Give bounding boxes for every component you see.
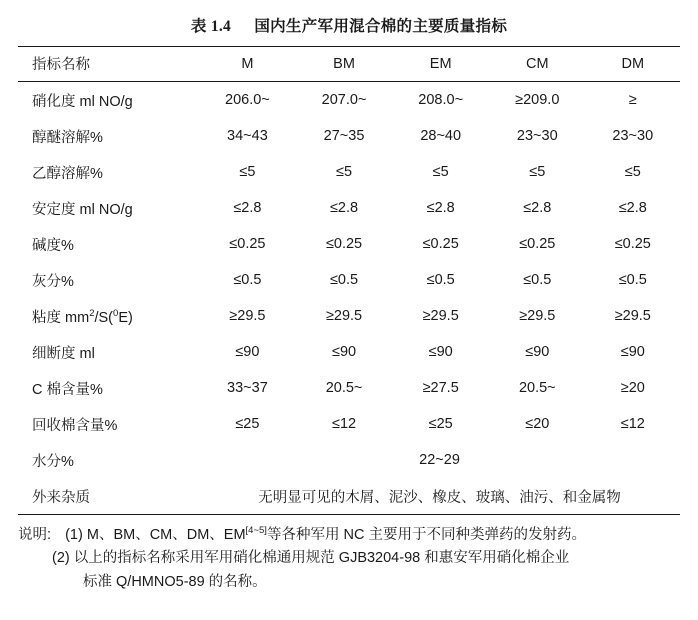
cell-value: ≥29.5	[519, 308, 556, 324]
cell-value-spanned: 无明显可见的木屑、泥沙、橡皮、玻璃、油污、和金属物	[199, 478, 680, 515]
table-caption	[18, 14, 680, 36]
column-header-bm: BM	[296, 47, 393, 82]
cell-value: ≤5	[239, 164, 256, 180]
cell-value: ≤5	[432, 164, 449, 180]
cell-value: ≤90	[235, 344, 260, 360]
table-row	[18, 406, 680, 442]
table-row	[18, 334, 680, 370]
cell-value: ≥29.5	[325, 308, 363, 324]
cell-value: ≤2.8	[426, 200, 455, 216]
table-row	[18, 298, 680, 334]
table-row	[18, 190, 680, 226]
cell-value: ≥29.5	[422, 308, 459, 324]
cell-value-spanned: 22~29	[419, 452, 460, 468]
cell-value: 206.0~	[225, 92, 270, 108]
cell-value: ≤20	[525, 416, 550, 432]
viscosity-mid: /S(	[94, 309, 114, 326]
cell-value: ≤2.8	[618, 200, 647, 216]
viscosity-suffix: E)	[118, 309, 133, 326]
viscosity-degree: 0	[113, 307, 119, 319]
table-row	[18, 118, 680, 154]
note-2-number: (2)	[52, 550, 70, 567]
cell-value: ≤2.8	[329, 200, 359, 216]
quality-indicator-table	[18, 46, 680, 515]
cell-value: ≤0.5	[233, 272, 262, 288]
note-2-text-continued: 标准 Q/HMNO5-89 的名称。	[83, 573, 267, 590]
cell-value: ≤2.8	[523, 200, 552, 216]
row-label: 水分%	[32, 453, 74, 470]
cell-value: 34~43	[227, 128, 268, 144]
row-label: 回收棉含量%	[32, 417, 118, 434]
column-header-em: EM	[392, 47, 489, 82]
cell-value: ≤12	[331, 416, 357, 432]
row-label: 灰分%	[32, 273, 74, 290]
row-label: 醇醚溶解%	[32, 129, 103, 146]
table-notes	[18, 524, 680, 594]
table-row	[18, 442, 680, 478]
cell-value: ≤5	[336, 164, 353, 180]
cell-value: 208.0~	[418, 92, 464, 108]
cell-value: ≥209.0	[515, 92, 560, 108]
table-header	[18, 47, 680, 82]
row-label: 乙醇溶解%	[32, 165, 103, 182]
table-row	[18, 478, 680, 515]
row-label: 安定度 ml NO/g	[32, 201, 133, 218]
cell-value: ≤90	[428, 344, 453, 360]
cell-value: ≤12	[620, 416, 645, 432]
note-2-text: 以上的指标名称采用军用硝化棉通用规范 GJB3204-98 和惠安军用硝化棉企业	[73, 550, 570, 567]
cell-value: ≤90	[620, 344, 645, 360]
row-label: 硝化度 ml NO/g	[32, 93, 133, 110]
cell-value: ≥	[628, 92, 637, 108]
cell-value: ≤0.25	[422, 236, 459, 252]
cell-value: ≤90	[331, 344, 357, 360]
cell-value: 23~30	[516, 128, 558, 144]
cell-value: ≤90	[525, 344, 550, 360]
cell-value: ≥20	[620, 380, 645, 396]
table-row	[18, 262, 680, 298]
note-1-number: (1)	[65, 527, 83, 543]
cell-value: ≤0.5	[523, 272, 552, 288]
cell-value: ≤5	[529, 164, 546, 180]
note-item-1	[18, 524, 680, 547]
cell-value: ≤0.5	[426, 272, 455, 288]
column-header-cm: CM	[489, 47, 586, 82]
cell-value: ≤2.8	[233, 200, 262, 216]
row-label: 外来杂质	[18, 478, 199, 515]
cell-value: ≥29.5	[229, 308, 266, 324]
note-1-text-b: 等各种军用 NC 主要用于不同种类弹药的发射药。	[266, 527, 586, 543]
note-1-text-a: M、BM、CM、DM、EM	[86, 527, 246, 543]
cell-value: ≤0.5	[618, 272, 647, 288]
table-row	[18, 82, 680, 119]
table-title-text: 国内生产军用混合棉的主要质量指标	[254, 18, 508, 35]
cell-value: ≤25	[428, 416, 453, 432]
cell-value: ≥29.5	[614, 308, 651, 324]
column-header-m: M	[199, 47, 296, 82]
table-body	[18, 82, 680, 515]
cell-value: 27~35	[323, 128, 365, 144]
row-label-viscosity	[18, 298, 199, 334]
cell-value: ≤25	[235, 416, 260, 432]
column-header-indicator: 指标名称	[18, 47, 199, 82]
cell-value: ≤0.25	[614, 236, 651, 252]
cell-value: ≤0.25	[325, 236, 363, 252]
row-label: 碱度%	[32, 237, 74, 254]
viscosity-exponent: 2	[89, 307, 95, 319]
table-row	[18, 370, 680, 406]
note-item-2-continued	[18, 571, 680, 594]
note-1-superscript: [4~5]	[245, 525, 267, 537]
table-header-row	[18, 47, 680, 82]
table-row	[18, 154, 680, 190]
cell-value: 33~37	[227, 380, 268, 396]
viscosity-prefix: 粘度 mm	[32, 309, 90, 326]
cell-value: ≤0.5	[329, 272, 359, 288]
row-label: C 棉含量%	[32, 381, 103, 398]
cell-value: ≤0.25	[229, 236, 266, 252]
cell-value: 20.5~	[325, 380, 363, 396]
note-item-2	[18, 547, 680, 570]
column-header-dm: DM	[586, 47, 680, 82]
table-row	[18, 226, 680, 262]
row-label: 细断度 ml	[32, 345, 95, 362]
cell-value: ≥27.5	[422, 380, 459, 396]
cell-value: 23~30	[612, 128, 654, 144]
notes-lead-label: 说明:	[18, 527, 52, 543]
cell-value: 207.0~	[321, 92, 367, 108]
cell-value: 20.5~	[518, 380, 556, 396]
cell-value: ≤0.25	[519, 236, 556, 252]
cell-value: ≤5	[624, 164, 641, 180]
table-number: 表 1.4	[190, 18, 232, 35]
cell-value: 28~40	[420, 128, 462, 144]
